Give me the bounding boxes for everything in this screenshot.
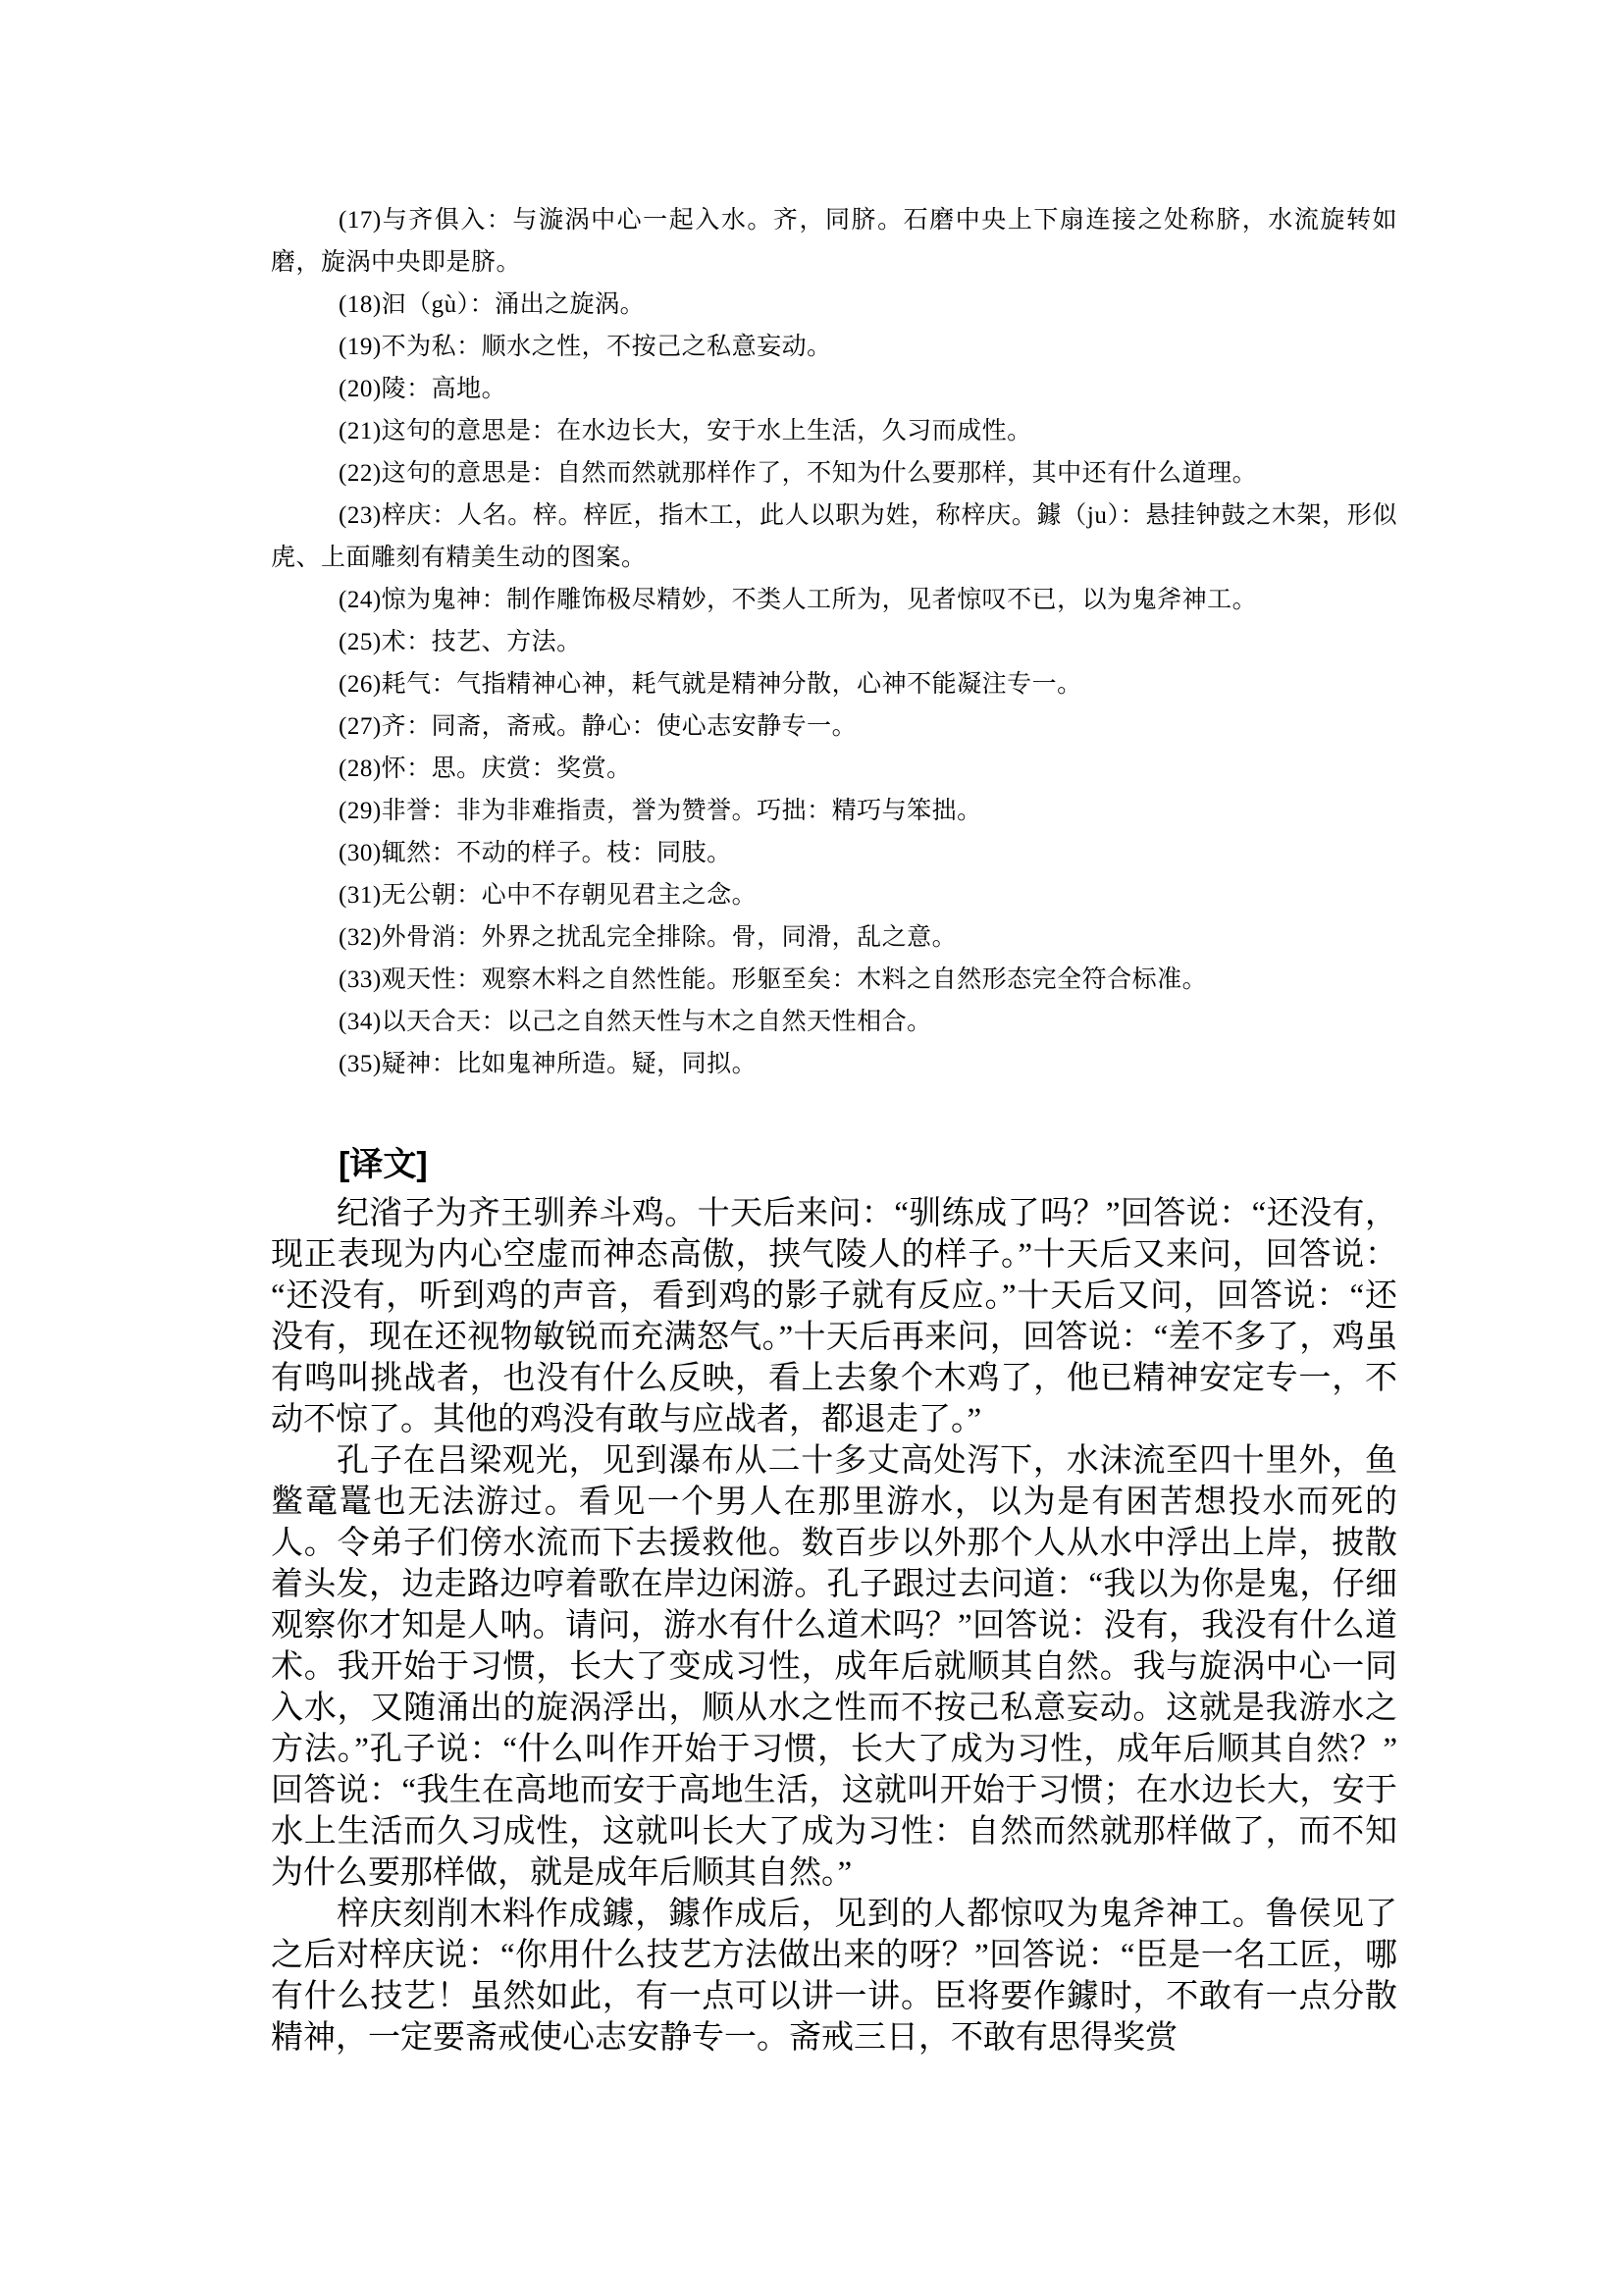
annotation-item-17: (17)与齐俱入：与漩涡中心一起入水。齐，同脐。石磨中央上下扇连接之处称脐，水流旋转如磨，旋涡中央即是脐。 bbox=[271, 207, 1397, 276]
translation-paragraph-1: 纪渻子为齐王驯养斗鸡。十天后来问：“驯练成了吗？”回答说：“还没有，现正表现为内心空虚而神态高傲，挟气陵人的样子。”十天后又来问，回答说：“还没有，听到鸡的声音，看到鸡的影子就有反应。”十天后又问，回答说：“还没有，现在还视物敏锐而充满怒气。”十天后再来问，回答说：“差不多了，鸡虽有鸣叫挑战者，也没有什么反映，看上去象个木鸡了，他已精神安定专一，不动不惊了。其他的鸡没有敢与应战者，都退走了。” bbox=[271, 1196, 1397, 1437]
translation-paragraph-2: 孔子在吕梁观光，见到瀑布从二十多丈高处泻下，水沫流至四十里外，鱼鳖鼋鼍也无法游过。看见一个男人在那里游水，以为是有困苦想投水而死的人。令弟子们傍水流而下去援救他。数百步以外那个人从水中浮出上岸，披散着头发，边走路边哼着歌在岸边闲游。孔子跟过去问道：“我以为你是鬼，仔细观察你才知是人呐。请问，游水有什么道术吗？”回答说：没有，我没有什么道术。我开始于习惯，长大了变成习性，成年后就顺其自然。我与旋涡中心一同入水，又随涌出的旋涡浮出，顺从水之性而不按己私意妄动。这就是我游水之方法。”孔子说：“什么叫作开始于习惯，长大了成为习性，成年后顺其自然？”回答说：“我生在高地而安于高地生活，这就叫开始于习惯；在水边长大，安于水上生活而久习成性，这就叫长大了成为习性：自然而然就那样做了，而不知为什么要那样做，就是成年后顺其自然。” bbox=[271, 1443, 1397, 1891]
annotation-item-23: (23)梓庆：人名。梓。梓匠，指木工，此人以职为姓，称梓庆。鐻（ju）：悬挂钟鼓之木架，形似虎、上面雕刻有精美生动的图案。 bbox=[271, 502, 1397, 571]
translation-header: [译文] bbox=[339, 1146, 428, 1183]
annotation-item-33: (33)观天性：观察木料之自然性能。形躯至矣：木料之自然形态完全符合标准。 bbox=[339, 966, 1208, 993]
annotation-item-26: (26)耗气：气指精神心神，耗气就是精神分散，心神不能凝注专一。 bbox=[339, 671, 1082, 698]
text-column bbox=[271, 199, 1397, 2059]
annotation-item-28: (28)怀：思。庆赏：奖赏。 bbox=[339, 756, 632, 782]
annotation-item-32: (32)外骨消：外界之扰乱完全排除。骨，同滑，乱之意。 bbox=[339, 924, 958, 951]
annotation-item-25: (25)术：技艺、方法。 bbox=[339, 629, 582, 655]
translation-paragraph-3: 梓庆刻削木料作成鐻，鐻作成后，见到的人都惊叹为鬼斧神工。鲁侯见了之后对梓庆说：“你用什么技艺方法做出来的呀？”回答说：“臣是一名工匠，哪有什么技艺！虽然如此，有一点可以讲一讲。臣将要作鐻时，不敢有一点分散精神，一定要斋戒使心志安静专一。斋戒三日，不敢有思得奖赏 bbox=[271, 1897, 1397, 2056]
annotation-item-18: (18)汩（gù）：涌出之旋涡。 bbox=[339, 291, 646, 318]
annotations-section bbox=[271, 199, 1397, 1085]
translation-section bbox=[271, 1144, 1397, 2059]
annotation-item-20: (20)陵：高地。 bbox=[339, 376, 507, 402]
annotation-item-31: (31)无公朝：心中不存朝见君主之念。 bbox=[339, 882, 758, 909]
annotation-item-21: (21)这句的意思是：在水边长大，安于水上生活，久习而成性。 bbox=[339, 418, 1032, 444]
annotation-item-19: (19)不为私：顺水之性，不按己之私意妄动。 bbox=[339, 334, 832, 360]
annotation-item-27: (27)齐：同斋，斋戒。静心：使心志安静专一。 bbox=[339, 713, 858, 740]
annotation-item-30: (30)辄然：不动的样子。枝：同肢。 bbox=[339, 840, 732, 866]
annotation-item-35: (35)疑神：比如鬼神所造。疑，同拟。 bbox=[339, 1051, 758, 1077]
annotation-item-29: (29)非誉：非为非难指责，誉为赞誉。巧拙：精巧与笨拙。 bbox=[339, 798, 982, 824]
annotation-item-22: (22)这句的意思是：自然而然就那样作了，不知为什么要那样，其中还有什么道理。 bbox=[339, 460, 1258, 487]
annotation-item-34: (34)以天合天：以己之自然天性与木之自然天性相合。 bbox=[339, 1009, 932, 1035]
annotation-item-24: (24)惊为鬼神：制作雕饰极尽精妙，不类人工所为，见者惊叹不已，以为鬼斧神工。 bbox=[339, 587, 1258, 613]
